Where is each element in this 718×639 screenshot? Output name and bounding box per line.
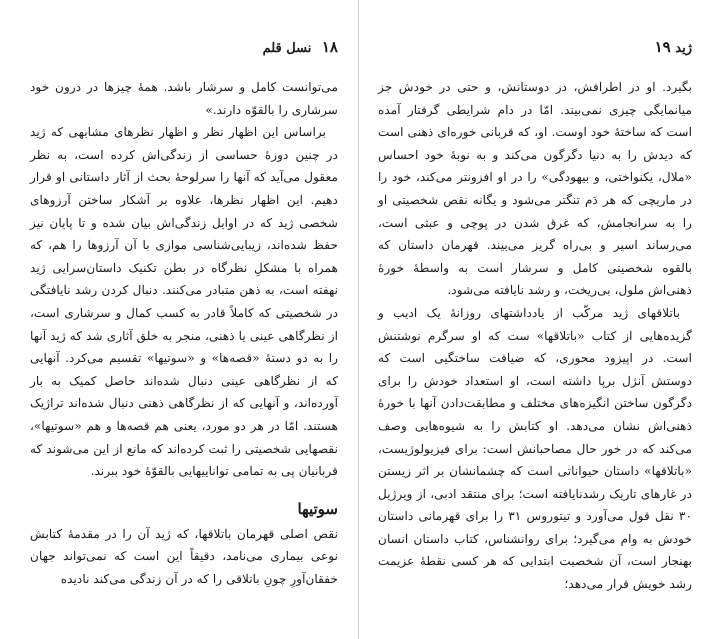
left-page-number: ۱۸ <box>321 38 338 56</box>
right-paragraph-1: بگیرد. او در اطرافش، در دوستانش، و حتی در خودش جز میانمایگی چیزی نمی‌بیند. امّا در دام شرایطی گرفتار آمده است که ساختهٔ خود اوست. او، که قربانی خوره‌ای ذهنی است که دیدش را به دنیا دگرگون می‌کند و به نوبهٔ خود احساس «ملال، یکنواختی، و بیهودگی» را در او افزونتر می‌کند، خود را در ماریچی که هر دَم تنگتر می‌شود و یگانه نقص شخصیتی او را به سرانجامش، که غرق شدن در پوچی و عبثی است، می‌رساند اسیر و بی‌راه گریز می‌بیند. قهرمان داستان که بالقوه شخصیتی کامل و سرشار است به واسطهٔ خورهٔ ذهنی‌اش ملول، بی‌ریخت، و رشد نایافته می‌شود. <box>378 80 692 298</box>
right-running-head <box>378 38 692 60</box>
left-page <box>30 0 338 639</box>
left-paragraph-1: می‌توانست کامل و سرشار باشد. همهٔ چیزها در درون خود سرشاری را بالقوّه دارند.» <box>30 80 338 117</box>
left-running-title: نسل قلم <box>262 41 312 56</box>
left-paragraph-after-heading: نقص اصلی قهرمان باتلاقها، که ژید آن را در مقدمهٔ کتابش نوعی بیماری می‌نامد، دقیقاً این است که نمی‌تواند جهان خفقان‌آورِ چونِ باتلاقی را که در آن زندگی می‌کند نادیده <box>30 526 338 586</box>
right-paragraph-2: باتلاقهای ژید مرکّب از یادداشتهای روزانهٔ یک ادیب و گزیده‌هایی از کتاب «باتلاقها» ست که او سرگرم نوشتنش است. در اپیزود محوری، که ضیافت ساختگیی است که دوستش آنژل برپا داشته است، او استعداد خودش را برای دگرگون ساختن انگیزه‌های مختلف و مطابقت‌دادن آنها با خورهٔ ذهنی‌اش نشان می‌دهد. او کتابش را به شیوه‌هایی وصف می‌کند که در خور حال مصاحبانش است: برای فیزیولوژیست، «باتلاقها» داستان حیواناتی است که چشمانشان بر اثر زیستن در غارهای تاریک رشدنایافته است؛ برای منتقد ادبی، از ویرژیل ۳۰ نقل قول می‌آورد و تیتوروس ۳۱ را برای قهرمانی داستان خودش به وام می‌گیرد؛ برای روانشناس، کتاب داستان انسان بهنجار است، آن شخصیت ابتدایی که هر کسی نقطهٔ عزیمت رشد خویش قرار می‌دهد؛ <box>378 305 692 592</box>
left-paragraph-2: براساس این اظهار نظر و اظهار نظرهای مشابهی که ژید در چنین دورهٔ حساسی از زندگی‌اش کرده است، به نظر معقول می‌آید که آنها را سرلوحهٔ بحث از آثار داستانی او قرار دهیم. این اظهار نظرها، علاوه بر آشکار ساختن آرزوهای شخصی ژید که در اوایل زندگی‌اش بیان شده و تا پایان نیز حفظ شده‌اند، زیبایی‌شناسی موازی با آن آرزوها را هم، که همراه با مشکلِ نظرگاه در بطن تکنیک داستان‌سرایی ژید نهفته است، به ذهن متبادر می‌کنند. دنبال کردن رشد نایافتگی در شخصیتی که کاملاً قادر به کسب کمال و سرشاری است، از نظرگاهی عینی یا ذهنی، منجر به خلق آثاری شد که ژید آنها را به دو دستهٔ «قصه‌ها» و «سوتیها» تقسیم می‌کرد. آنهایی که از نظرگاهی عینی دنبال شده‌اند حاصل کمیک به بار آورده‌اند، و آنهایی که از نظرگاهی ذهنی دنبال شده‌اند تراژیک هستند. امّا در هر دو مورد، یعنی هم قصه‌ها و هم «سوتیها»، نقصهایی شخصیتی را ثبت کرده‌اند که مانع از این می‌شوند که قربانیان پی به تمامی تواناییهایی بالقوّهٔ خود ببرند. <box>30 125 338 479</box>
book-gutter <box>358 0 359 639</box>
section-heading: سوتیها <box>297 499 338 518</box>
right-page-number: ۱۹ <box>654 38 671 56</box>
left-running-head <box>30 38 338 60</box>
right-running-title: ژید <box>675 41 692 56</box>
left-body-text <box>30 76 338 590</box>
right-page <box>378 0 692 639</box>
right-body-text <box>378 76 692 596</box>
